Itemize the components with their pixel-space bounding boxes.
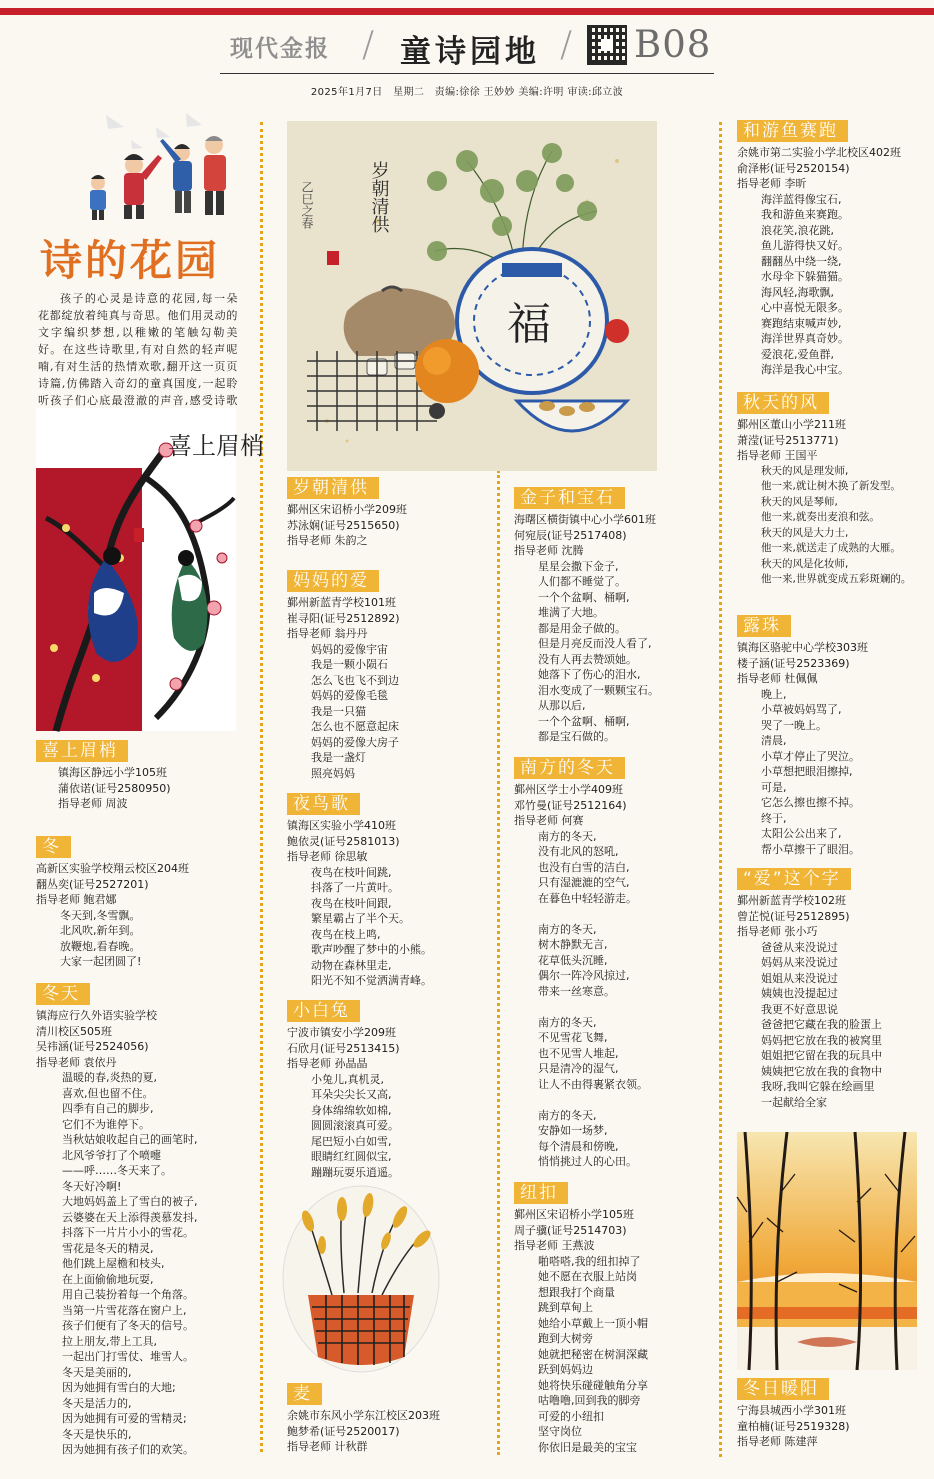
poem-line: 它怎么擦也擦不掉。 — [761, 796, 860, 809]
poem-line: 堆满了大地。 — [538, 606, 604, 619]
poem-class: 宁波市镇安小学209班 — [287, 1026, 396, 1039]
poem-class: 余姚市第二实验小学北校区402班 — [737, 146, 901, 159]
stanza-gap — [538, 906, 718, 922]
poem-line: 树木静默无言, — [538, 938, 608, 951]
poem-line: 清晨, — [761, 734, 787, 747]
poem-title: 秋天的风 — [737, 392, 829, 414]
poem-line: 妈妈把它放在我的被窝里 — [761, 1033, 882, 1047]
poem-line: 冬天是活力的, — [62, 1396, 132, 1410]
poem-class: 鄞州区宋诏桥小学209班 — [287, 503, 407, 516]
poem-line: 它们不为谁停下。 — [62, 1117, 150, 1131]
painting-magpies-plum — [36, 408, 264, 731]
poem-line: 太阳公公出来了, — [761, 827, 842, 840]
poem-line: 大家一起团圆了! — [60, 955, 142, 968]
poem-line: 都是宝石做的。 — [538, 730, 615, 743]
poem-line: 带来一丝寒意。 — [538, 984, 615, 998]
poem-body — [36, 1070, 258, 1458]
poem-block — [737, 392, 929, 588]
poem-author: 曾芷悦(证号2512895) — [737, 909, 850, 923]
poem-line: 拉上朋友,带上工具, — [62, 1334, 157, 1348]
masthead-slash: / — [560, 24, 573, 65]
poem-line: 爸爸把它藏在我的脸蛋上 — [761, 1018, 882, 1031]
painting-new-year-still-life — [287, 121, 657, 471]
poem-line: 姐姐把它留在我的玩具中 — [761, 1049, 882, 1062]
poem-teacher: 指导老师 张小巧 — [737, 925, 818, 938]
poem-title: 麦 — [287, 1383, 322, 1405]
poem-author: 楼子涵(证号2523369) — [737, 656, 850, 670]
poem-line: 因为她拥有雪白的大地; — [62, 1381, 176, 1394]
dateline: 2025年1月7日 星期二 责编:徐徐 王妙妙 美编:许明 审读:邱立波 — [310, 87, 624, 98]
poem-line: 南方的冬天, — [538, 1015, 597, 1029]
poem-line: 可爱的小纽扣 — [538, 1409, 604, 1423]
poem-body — [287, 1072, 497, 1181]
poem-line: 没有人再去赞颂她。 — [538, 652, 637, 666]
poem-class: 海曙区横街镇中心小学601班 — [514, 513, 656, 526]
poem-line: 咕噜噜,回到我的脚旁 — [538, 1394, 641, 1407]
poem-line: 没有北风的怒吼, — [538, 845, 619, 858]
poem-line: 姨姨把它放在我的食物中 — [761, 1064, 882, 1078]
poem-line: 他一来,就送走了成熟的大雁。 — [761, 542, 901, 554]
poem-line: 跃到妈妈边 — [538, 1363, 593, 1376]
poem-teacher: 指导老师 计秋群 — [287, 1440, 368, 1453]
poem-body — [737, 687, 929, 858]
poem-line: 我更不好意思说 — [761, 1002, 838, 1016]
poem-line: 一个个盆啊、桶啊, — [538, 714, 630, 728]
poem-line: 但是月亮反而没人看了, — [538, 637, 652, 650]
poem-line: 浪花笑,浪花跳, — [761, 223, 834, 237]
intro-title: 诗的花园 — [40, 236, 221, 285]
poem-line: 花草低头沉睡, — [538, 953, 608, 967]
poem-line: 尾巴短小白如雪, — [311, 1134, 392, 1148]
poem-line: 坚守岗位 — [538, 1425, 582, 1438]
poem-block — [36, 983, 258, 1458]
poem-line: 我是一颗小陨石 — [311, 658, 388, 671]
poem-line: 爱浪花,爱鱼群, — [761, 347, 834, 361]
poem-line: 身体绵绵软如棉, — [311, 1103, 392, 1117]
poem-line: 歌声吵醒了梦中的小熊。 — [311, 943, 432, 956]
poem-line: 心中喜悦无限多。 — [761, 301, 849, 314]
poem-line: 姨姨也没提起过 — [761, 987, 838, 1000]
poem-meta — [36, 765, 256, 812]
poem-class: 余姚市东风小学东江校区203班 — [287, 1409, 440, 1422]
poem-author: 俞泽彬(证号2520154) — [737, 161, 850, 175]
poem-line: 海洋蓝得像宝石, — [761, 192, 842, 206]
poem-line: 我是一只猫 — [311, 704, 366, 718]
poem-line: 云婆婆在天上添得羡慕发抖, — [62, 1210, 198, 1224]
poem-line: 从那以后, — [538, 699, 586, 712]
poem-body — [514, 829, 718, 1170]
poem-line: 跳到草甸上 — [538, 1301, 593, 1314]
poem-block — [514, 1182, 718, 1455]
poem-line: 繁星霸占了半个天。 — [311, 912, 410, 925]
poem-line: 夜鸟在枝叶间跳, — [311, 865, 392, 879]
poem-title: 喜上眉梢 — [36, 740, 128, 762]
poem-line: 都是用金子做的。 — [538, 621, 626, 635]
poem-line: 他一来,世界就变成五彩斑斓的。 — [761, 573, 912, 585]
poem-line: 她不愿在衣服上站岗 — [538, 1270, 637, 1283]
poem-line: 泪水变成了一颗颗宝石。 — [538, 683, 659, 697]
poem-line: 秋天的风是理发师, — [761, 464, 849, 477]
poem-teacher: 指导老师 袁依丹 — [36, 1055, 117, 1069]
poem-line: 冬天到,冬雪飘。 — [60, 908, 141, 922]
poem-body — [287, 865, 497, 989]
poem-line: 冬天是快乐的, — [62, 1427, 132, 1441]
poem-title: 露珠 — [737, 615, 791, 637]
painting-calligraphy: 岁朝清供 — [368, 161, 390, 233]
intro-text: 孩子的心灵是诗意的花园,每一朵花都绽放着纯真与奇思。他们用灵动的文字编织梦想,以稚嫩的笔触勾勒美好。在这些诗歌里,有对自然的轻声呢喃,有对生活的热情欢歌,翻开这一页页诗篇,仿佛踏入奇幻的童真国度,一起聆听孩子们心底最澄澈的声音,感受诗歌 — [38, 292, 238, 407]
poem-line: 冬天好冷啊! — [62, 1179, 122, 1193]
poem-line: 当第一片雪花落在窗户上, — [62, 1303, 187, 1317]
poem-line: 他一来,就奏出麦浪和弦。 — [761, 511, 880, 523]
poem-line: 雪花是冬天的精灵, — [62, 1241, 154, 1255]
poem-teacher: 指导老师 孙晶晶 — [287, 1057, 368, 1070]
poem-line: 怎么飞也飞不到边 — [311, 673, 399, 687]
poem-line: 他一来,就让树木换了新发型。 — [761, 480, 901, 492]
section-title: 童诗园地 — [400, 34, 540, 70]
page-number: B08 — [634, 23, 712, 66]
poem-block — [737, 1378, 929, 1450]
poem-line: 水母伞下躲猫猫。 — [761, 270, 849, 283]
poem-title: 冬天 — [36, 983, 90, 1005]
poem-line: 海洋世界真奇妙。 — [761, 332, 849, 345]
poem-line: 不见雪花飞舞, — [538, 1031, 608, 1044]
poem-title: 岁朝清供 — [287, 477, 379, 499]
poem-author: 翻丛奕(证号2527201) — [36, 877, 149, 891]
poem-title: 冬日暖阳 — [737, 1378, 829, 1400]
column-divider — [260, 122, 263, 1452]
poem-line: 冬天是美丽的, — [62, 1365, 132, 1379]
poem-line: 每个清晨和傍晚, — [538, 1139, 619, 1153]
poem-line: 夜鸟在枝叶间跟, — [311, 896, 392, 910]
poem-line: 你依旧是最美的宝宝 — [538, 1440, 637, 1454]
poem-teacher: 指导老师 沈腾 — [514, 544, 584, 557]
poem-line: 小草想把眼泪擦掉, — [761, 765, 853, 778]
poem-class: 镇海区静远小学105班 — [58, 766, 167, 779]
poem-line: ——呼……冬天来了。 — [62, 1164, 172, 1177]
poem-line: 抖落下一片片小小的雪花。 — [62, 1226, 194, 1239]
poem-class: 镇海区骆驼中心学校303班 — [737, 641, 868, 654]
poem-line: 一起出门打雪仗、堆雪人。 — [62, 1350, 194, 1363]
poem-line: 因为她拥有孩子们的欢笑。 — [62, 1443, 194, 1456]
poem-body — [737, 940, 929, 1111]
poem-line: 怎么也不愿意起床 — [311, 720, 399, 733]
poem-line: 爸爸从来没说过 — [761, 940, 838, 954]
poem-line: 也没有白雪的洁白, — [538, 860, 630, 874]
poem-class: 宁海县城西小学301班 — [737, 1404, 846, 1417]
poem-body — [737, 192, 929, 378]
poem-line: 南方的冬天, — [538, 922, 597, 936]
poem-block — [287, 477, 497, 549]
poem-class: 清川校区505班 — [36, 1024, 112, 1038]
poem-line: 一个个盆啊、桶啊, — [538, 590, 630, 604]
poem-line: 当秋姑娘收起自己的画笔时, — [62, 1133, 198, 1146]
poem-line: 只是清冷的湿气, — [538, 1062, 619, 1075]
poem-line: 秋天的风是大力士, — [761, 526, 849, 539]
poem-teacher: 指导老师 鲍君娜 — [36, 893, 117, 906]
poem-author: 鲍依灵(证号2581013) — [287, 834, 400, 848]
poem-title: 纽扣 — [514, 1182, 568, 1204]
poem-line: 大地妈妈盖上了雪白的被子, — [62, 1195, 198, 1208]
poem-author: 吴祎涵(证号2524056) — [36, 1040, 149, 1053]
poem-block — [514, 757, 718, 1170]
poem-teacher: 指导老师 王燕波 — [514, 1239, 595, 1252]
poem-line: 放鞭炮,看春晚。 — [60, 939, 141, 953]
poem-block — [287, 1000, 497, 1180]
poem-body — [514, 559, 718, 745]
poem-teacher: 指导老师 周波 — [58, 797, 128, 810]
newspaper-name: 现代金报 — [230, 36, 330, 62]
poem-line: 只有湿漉漉的空气, — [538, 876, 630, 889]
poem-line: 抖落了一片黄叶。 — [311, 881, 399, 894]
poem-author: 石欣月(证号2513415) — [287, 1041, 400, 1055]
poem-body — [36, 908, 258, 970]
poem-line: 星星会撒下金子, — [538, 559, 619, 573]
poem-line: 四季有自己的脚步, — [62, 1102, 154, 1115]
poem-author: 周子骥(证号2514703) — [514, 1223, 627, 1237]
poem-block — [287, 1383, 497, 1455]
poem-line: 妈妈的爱像宇宙 — [311, 642, 388, 656]
poem-class: 鄞州新蓝青学校101班 — [287, 596, 396, 609]
poem-line: 眼睛红红圆似宝, — [311, 1150, 392, 1163]
poem-block — [737, 120, 929, 378]
poem-teacher: 指导老师 李昕 — [737, 177, 807, 190]
poem-teacher: 指导老师 朱韵之 — [287, 534, 368, 547]
poem-line: 在暮色中轻轻游走。 — [538, 891, 637, 905]
poem-line: 照亮妈妈 — [311, 766, 355, 780]
poem-line: 动物在森林里走, — [311, 958, 392, 972]
poem-teacher: 指导老师 陈建萍 — [737, 1435, 818, 1448]
poem-body — [287, 642, 497, 782]
poem-author: 邓竹曼(证号2512164) — [514, 798, 627, 812]
vase-character: 福 — [507, 299, 551, 350]
poem-line: 耳朵尖尖长又高, — [311, 1088, 392, 1101]
stanza-gap — [538, 999, 718, 1015]
poem-line: 悄悄挑过人的心田。 — [538, 1155, 637, 1168]
poem-line: 我呀,我叫它躲在绘画里 — [761, 1080, 875, 1093]
poem-line: 小兔儿,真机灵, — [311, 1072, 384, 1086]
painting-winter-sunset — [737, 1132, 917, 1370]
poem-author: 童柏楠(证号2519328) — [737, 1419, 850, 1433]
poem-line: 人们都不睡觉了。 — [538, 575, 626, 588]
poem-line: 喜欢,但也留不住。 — [62, 1086, 154, 1100]
poem-line: 用自己装扮着每一个角落。 — [62, 1288, 194, 1301]
poem-teacher: 指导老师 何赛 — [514, 814, 584, 827]
poem-line: 安静如一场梦, — [538, 1124, 608, 1137]
poem-line: 我是一盏灯 — [311, 751, 366, 764]
poem-line: 北风爷爷打了个喷嚏 — [62, 1148, 161, 1162]
poem-title: 冬 — [36, 836, 71, 858]
poem-block — [737, 868, 929, 1110]
poem-line: 她给小草戴上一顶小帽 — [538, 1316, 648, 1330]
poem-line: 晚上, — [761, 687, 787, 701]
poem-title: 南方的冬天 — [514, 757, 625, 779]
poem-author: 萧滢(证号2513771) — [737, 433, 839, 447]
qr-code-icon[interactable] — [587, 25, 627, 65]
poem-line: 可是, — [761, 780, 787, 794]
poem-line: 我和游鱼来赛跑。 — [761, 208, 849, 221]
poem-class: 鄞州区学士小学409班 — [514, 783, 623, 796]
poem-line: 也不见雪人堆起, — [538, 1046, 619, 1060]
poem-line: 翻翻丛中绕一绕, — [761, 254, 842, 268]
painting-calligraphy: 喜上眉梢 — [168, 432, 264, 460]
poem-class: 鄞州区董山小学211班 — [737, 418, 846, 431]
poem-line: 阳光不知不觉洒满青峰。 — [311, 974, 432, 987]
masthead — [220, 24, 714, 74]
poem-line: 因为她拥有可爱的雪精灵; — [62, 1412, 187, 1425]
poem-line: 小草才停止了哭泣。 — [761, 749, 860, 763]
poem-title: 金子和宝石 — [514, 487, 625, 509]
poem-line: 帮小草擦干了眼泪。 — [761, 842, 860, 856]
poem-line: 终于, — [761, 811, 787, 825]
poem-title: “爱”这个字 — [737, 868, 851, 890]
poem-line: 孩子们便有了冬天的信号。 — [62, 1319, 194, 1332]
poem-line: 妈妈的爱像毛毯 — [311, 689, 388, 702]
poem-block — [287, 793, 497, 989]
poem-line: 让人不由得裹紧衣领。 — [538, 1077, 648, 1091]
poem-block — [36, 740, 256, 812]
poem-line: 妈妈从来没说过 — [761, 956, 838, 969]
painting-inscription: 乙巳之春 — [300, 181, 314, 229]
poem-line: 跑到大树旁 — [538, 1332, 593, 1345]
poem-title: 小白兔 — [287, 1000, 360, 1022]
poem-line: 想跟我打个商量 — [538, 1285, 615, 1299]
poem-block — [36, 836, 258, 970]
poem-class: 高新区实验学校翔云校区204班 — [36, 862, 189, 875]
poem-block — [737, 615, 929, 857]
poem-author: 何宛辰(证号2517408) — [514, 528, 627, 542]
poem-class: 鄞州区宋诏桥小学105班 — [514, 1208, 634, 1221]
painting-wheat-basket — [282, 1185, 440, 1373]
poem-teacher: 指导老师 徐思敏 — [287, 850, 368, 863]
poem-author: 鲍梦希(证号2520017) — [287, 1424, 400, 1438]
poem-line: 秋天的风是琴师, — [761, 495, 838, 508]
poem-line: 她落下了伤心的泪水, — [538, 668, 641, 681]
masthead-slash: / — [362, 24, 375, 65]
poem-line: 姐姐从来没说过 — [761, 971, 838, 985]
poem-teacher: 指导老师 王国平 — [737, 449, 818, 462]
poem-line: 她将快乐碰碰触角分享 — [538, 1378, 648, 1392]
poem-line: 鱼儿游得快又好。 — [761, 239, 849, 252]
poem-line: 哭了一晚上。 — [761, 718, 827, 732]
poem-line: 夜鸟在枝上鸣, — [311, 927, 381, 941]
poem-line: 圆圆滚滚真可爱。 — [311, 1119, 399, 1132]
poem-line: 蹦蹦玩耍乐逍遥。 — [311, 1165, 399, 1179]
poem-teacher: 指导老师 杜佩佩 — [737, 672, 818, 685]
poem-line: 她就把秘密在树洞深藏 — [538, 1347, 648, 1361]
poem-class: 镇海应行久外语实验学校 — [36, 1009, 157, 1022]
poem-line: 南方的冬天, — [538, 1108, 597, 1122]
poem-line: 秋天的风是化妆师, — [761, 557, 849, 570]
illustration-children-waving — [36, 105, 236, 223]
poem-author: 崔寻阳(证号2512892) — [287, 611, 400, 625]
column-divider — [719, 122, 722, 1457]
poem-block — [514, 487, 718, 745]
top-red-rule — [0, 8, 934, 15]
poem-line: 赛跑结束喊声妙, — [761, 316, 842, 330]
stanza-gap — [538, 1092, 718, 1108]
poem-line: 海洋是我心中宝。 — [761, 363, 849, 376]
poem-line: 偶尔一阵冷风掠过, — [538, 969, 630, 982]
poem-line: 啪嗒嗒,我的纽扣掉了 — [538, 1254, 641, 1268]
poem-line: 他们跳上屋檐和枝头, — [62, 1257, 165, 1270]
poem-line: 南方的冬天, — [538, 829, 597, 843]
poem-title: 妈妈的爱 — [287, 570, 379, 592]
poem-class: 鄞州新蓝青学校102班 — [737, 894, 846, 907]
column-divider — [497, 470, 500, 1455]
poem-line: 在上面偷偷地玩耍, — [62, 1272, 154, 1286]
poem-body — [737, 464, 929, 588]
poem-line: 北风吹,新年到。 — [60, 924, 141, 937]
poem-line: 妈妈的爱像大房子 — [311, 735, 399, 749]
poem-body — [514, 1254, 718, 1456]
poem-block — [287, 570, 497, 781]
poem-line: 温暖的春,炎热的夏, — [62, 1071, 157, 1084]
poem-author: 蒲依诺(证号2580950) — [58, 781, 171, 795]
poem-line: 一起献给全家 — [761, 1095, 827, 1109]
poem-class: 镇海区实验小学410班 — [287, 819, 396, 832]
poem-title: 和游鱼赛跑 — [737, 120, 848, 142]
poem-author: 苏泳娴(证号2515650) — [287, 518, 400, 532]
poem-line: 小草被妈妈骂了, — [761, 703, 842, 716]
poem-line: 海风轻,海歌飘, — [761, 285, 834, 299]
poem-title: 夜鸟歌 — [287, 793, 360, 815]
poem-teacher: 指导老师 翁丹丹 — [287, 627, 368, 640]
